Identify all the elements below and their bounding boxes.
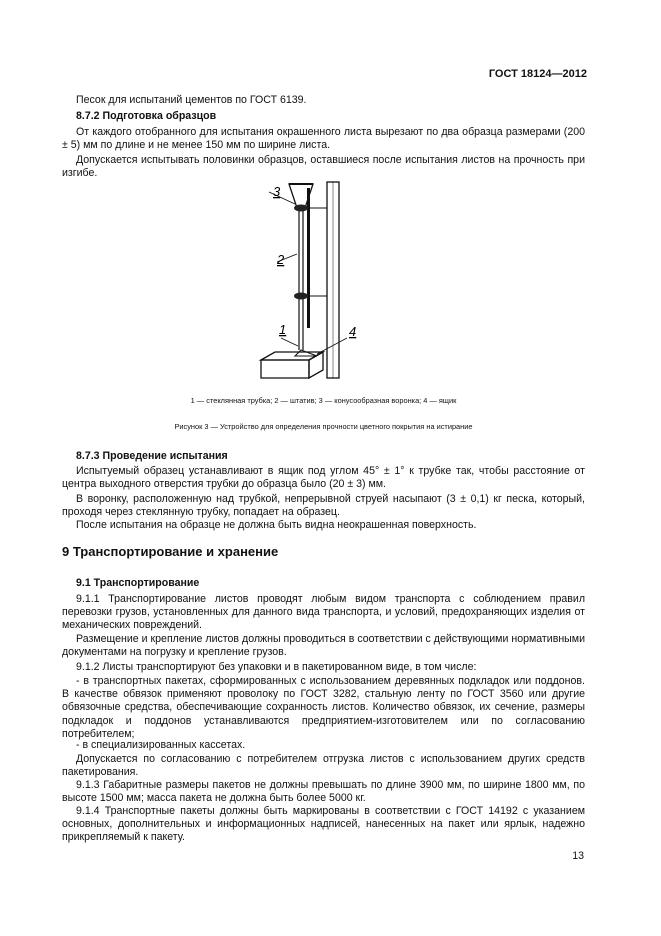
paragraph-8-7-2-2: Допускается испытывать половинки образцов, оставшиеся после испытания листов на прочность при изгибе. xyxy=(62,154,585,180)
paragraph-9-1-1b: Размещение и крепление листов должны проводиться в соответствии с действующими нормативными документами на погрузку и крепление грузов. xyxy=(62,633,585,659)
paragraph-8-7-2-1: От каждого отобранного для испытания окрашенного листа вырезают по два образца размерами (200 ± 5) мм по длине и не менее 150 мм по ширине листа. xyxy=(62,126,585,152)
heading-9: 9 Транспортирование и хранение xyxy=(62,544,279,559)
paragraph-9-1-2b: - в специализированных кассетах. xyxy=(76,739,246,751)
paragraph-9-1-2a: - в транспортных пакетах, сформированных с использованием деревянных подкладок или поддонов. В качестве обвязок применяют проволоку по ГОСТ 3282, стальную ленту по ГОСТ 3560 или другие обвязочные средства, обеспечивающие сохранность листов. Количество обвязок, их сечение, размеры подкладок и поддонов устанавливаются предприятием-изготовителем или по согласованию потребителем; xyxy=(62,675,585,740)
standard-header: ГОСТ 18124—2012 xyxy=(488,68,587,80)
figure-label-1: 1 xyxy=(279,322,287,337)
paragraph-8-7-3-1: Испытуемый образец устанавливают в ящик под углом 45° ± 1° к трубке так, чтобы расстояние от центра выходного отверстия трубки до образца было (20 ± 3) мм. xyxy=(62,465,585,491)
figure-caption: Рисунок 3 — Устройство для определения прочности цветного покрытия на истирание xyxy=(174,422,473,431)
figure-legend: 1 — стеклянная трубка; 2 — штатив; 3 — конусообразная воронка; 4 — ящик xyxy=(190,396,457,405)
heading-9-1: 9.1 Транспортирование xyxy=(76,577,200,589)
paragraph-9-1-1: 9.1.1 Транспортирование листов проводят любым видом транспорта с соблюдением правил перевозки грузов, установленных для данного вида транспорта, и условий, предохраняющих изделия от механических повреждений. xyxy=(62,593,585,632)
figure-label-3: 3 xyxy=(273,184,281,199)
sand-paragraph: Песок для испытаний цементов по ГОСТ 6139. xyxy=(76,94,307,106)
paragraph-8-7-3-3: После испытания на образце не должна быть видна неокрашенная поверхность. xyxy=(76,519,477,531)
paragraph-9-1-2c: Допускается по согласованию с потребителем отгрузка листов с использованием других средств пакетирования. xyxy=(62,753,585,779)
paragraph-8-7-3-2: В воронку, расположенную над трубкой, непрерывной струей насыпают (3 ± 0,1) кг песка, который, проходя через стеклянную трубку, попадает на образец. xyxy=(62,493,585,519)
paragraph-9-1-2: 9.1.2 Листы транспортируют без упаковки и в пакетированном виде, в том числе: xyxy=(76,661,477,673)
figure-label-2: 2 xyxy=(277,252,285,267)
heading-8-7-3: 8.7.3 Проведение испытания xyxy=(76,450,228,462)
paragraph-9-1-4: 9.1.4 Транспортные пакеты должны быть маркированы в соответствии с ГОСТ 14192 с указанием основных, дополнительных и информационных надписей, нанесенных на пакет или ярлык, надежно прикрепляемый к пакету. xyxy=(62,805,585,844)
page-number: 13 xyxy=(572,850,584,862)
paragraph-9-1-3: 9.1.3 Габаритные размеры пакетов не должны превышать по длине 3900 мм, по ширине 1800 мм, по высоте 1500 мм; масса пакета не должна быть более 5000 кг. xyxy=(62,779,585,805)
figure-label-4: 4 xyxy=(349,324,357,339)
test-apparatus-diagram xyxy=(255,178,365,384)
heading-8-7-2: 8.7.2 Подготовка образцов xyxy=(76,110,217,122)
